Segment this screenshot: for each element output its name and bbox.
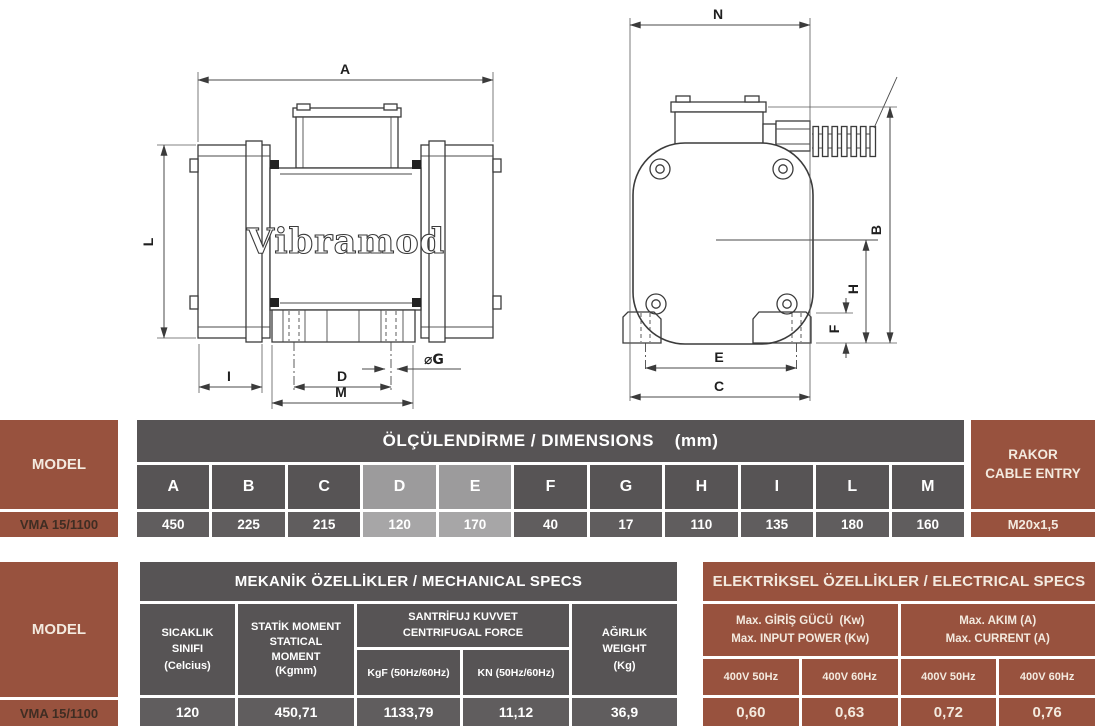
weight-line2: WEIGHT xyxy=(602,643,647,656)
dim-col-header-E: E xyxy=(439,465,511,509)
dim-value-E: 170 xyxy=(439,512,511,537)
dimensions-model-block xyxy=(0,420,118,537)
weight-header xyxy=(572,604,677,695)
dim-col-header-C: C xyxy=(288,465,360,509)
dim-label-F: F xyxy=(826,324,842,334)
lid-notch xyxy=(297,104,310,110)
cable-entry-value: M20x1,5 xyxy=(971,512,1095,537)
dim-value-I: 135 xyxy=(741,512,813,537)
dim-label-A: A xyxy=(339,61,351,77)
dim-label-I: I xyxy=(227,368,231,384)
model-header: MODEL xyxy=(0,562,118,697)
centrifugal-kgf-value: 1133,79 xyxy=(357,698,460,726)
temp-class-value: 120 xyxy=(140,698,235,726)
model-value: VMA 15/1100 xyxy=(0,700,118,726)
dim-col-header-H: H xyxy=(665,465,737,509)
terminal-box-side xyxy=(675,112,763,144)
model-value: VMA 15/1100 xyxy=(0,512,118,537)
model-header: MODEL xyxy=(0,420,118,509)
centrifugal-line2: CENTRIFUGAL FORCE xyxy=(402,626,524,639)
dim-label-N: N xyxy=(712,6,724,22)
dim-value-A: 450 xyxy=(137,512,209,537)
dim-value-C: 215 xyxy=(288,512,360,537)
static-moment-line2: STATICAL xyxy=(269,635,323,648)
dim-value-H: 110 xyxy=(665,512,737,537)
centrifugal-force-header-group xyxy=(357,604,569,695)
mechanical-specs-table xyxy=(140,562,677,726)
cable-entry-header-line1: RAKOR xyxy=(1008,447,1058,463)
current-header xyxy=(901,604,1095,656)
dim-col-header-F: F xyxy=(514,465,586,509)
input-power-50hz-value: 0,60 xyxy=(703,698,799,726)
temp-class-line3: (Celcius) xyxy=(164,659,211,672)
current-50hz-header: 400V 50Hz xyxy=(901,659,997,695)
input-power-60hz-value: 0,63 xyxy=(802,698,898,726)
mechanical-specs-title: MEKANİK ÖZELLİKLER / MECHANICAL SPECS xyxy=(140,562,677,601)
weight-line3: (Kg) xyxy=(613,659,636,672)
current-line1: Max. AKIM (A) xyxy=(959,614,1037,627)
input-power-60hz-header: 400V 60Hz xyxy=(802,659,898,695)
dim-value-L: 180 xyxy=(816,512,888,537)
dim-label-B: B xyxy=(868,224,884,236)
cable-entry-header-line2: CABLE ENTRY xyxy=(985,465,1081,481)
temp-class-line1: SICAKLIK xyxy=(161,626,214,639)
weight-value: 36,9 xyxy=(572,698,677,726)
dim-label-L: L xyxy=(140,237,156,247)
electrical-specs-title: ELEKTRİKSEL ÖZELLİKLER / ELECTRICAL SPECS xyxy=(703,562,1095,601)
dim-value-D: 120 xyxy=(363,512,435,537)
dim-label-C: C xyxy=(713,378,725,394)
cable-entry-header xyxy=(971,420,1095,509)
dimensions-table-title: ÖLÇÜLENDİRME / DIMENSIONS (mm) xyxy=(137,420,964,462)
static-moment-line4: (Kgmm) xyxy=(275,665,317,678)
dim-value-G: 17 xyxy=(590,512,662,537)
cable-leader-line xyxy=(874,77,897,128)
cover-tab xyxy=(493,296,501,309)
lid-notch xyxy=(676,96,690,102)
brand-logo: Vibramod xyxy=(246,221,446,262)
input-power-header xyxy=(703,604,898,656)
weight-line1: AĞIRLIK xyxy=(601,626,648,639)
dim-value-B: 225 xyxy=(212,512,284,537)
dim-col-header-L: L xyxy=(816,465,888,509)
current-50hz-value: 0,72 xyxy=(901,698,997,726)
dim-col-header-A: A xyxy=(137,465,209,509)
input-power-line2: Max. INPUT POWER (Kw) xyxy=(731,633,870,645)
dim-col-header-M: M xyxy=(892,465,964,509)
side-view-drawing xyxy=(623,6,897,401)
base-flange xyxy=(272,310,415,342)
cover-tab xyxy=(190,159,198,172)
front-view-drawing xyxy=(140,61,501,409)
static-moment-header xyxy=(238,604,354,695)
dim-label-G: ⌀G xyxy=(424,352,444,368)
cable-entry-block xyxy=(971,420,1095,537)
current-60hz-header: 400V 60Hz xyxy=(999,659,1095,695)
static-moment-line3: MOMENT xyxy=(271,650,321,663)
centrifugal-kn-header: KN (50Hz/60Hz) xyxy=(463,650,569,695)
current-60hz-value: 0,76 xyxy=(999,698,1095,726)
input-power-50hz-header: 400V 50Hz xyxy=(703,659,799,695)
temp-class-line2: SINIFI xyxy=(171,643,204,656)
dim-value-M: 160 xyxy=(892,512,964,537)
terminal-box xyxy=(296,117,398,168)
temp-class-header xyxy=(140,604,235,695)
dim-label-D: D xyxy=(336,368,348,384)
specs-model-block xyxy=(0,562,118,726)
dim-col-header-B: B xyxy=(212,465,284,509)
centrifugal-force-header xyxy=(357,604,569,647)
lid-notch xyxy=(384,104,397,110)
dim-label-H: H xyxy=(845,283,861,295)
dim-label-E: E xyxy=(714,349,724,365)
cover-tab xyxy=(493,159,501,172)
electrical-specs-table xyxy=(703,562,1095,726)
dim-col-header-I: I xyxy=(741,465,813,509)
dimensions-table xyxy=(137,420,964,537)
centrifugal-line1: SANTRİFUJ KUVVET xyxy=(408,610,518,623)
corrugated-hose xyxy=(813,127,876,157)
terminal-box-lid-side xyxy=(671,102,766,112)
input-power-line1: Max. GİRİŞ GÜCÜ (Kw) xyxy=(736,614,865,627)
dim-value-F: 40 xyxy=(514,512,586,537)
dim-col-header-G: G xyxy=(590,465,662,509)
centrifugal-kgf-header: KgF (50Hz/60Hz) xyxy=(357,650,460,695)
static-moment-value: 450,71 xyxy=(238,698,354,726)
static-moment-line1: STATİK MOMENT xyxy=(250,620,342,633)
cover-tab xyxy=(190,296,198,309)
current-line2: Max. CURRENT (A) xyxy=(945,633,1050,645)
centrifugal-kn-value: 11,12 xyxy=(463,698,569,726)
lid-notch xyxy=(745,96,759,102)
dim-label-M: M xyxy=(335,384,347,400)
dim-col-header-D: D xyxy=(363,465,435,509)
